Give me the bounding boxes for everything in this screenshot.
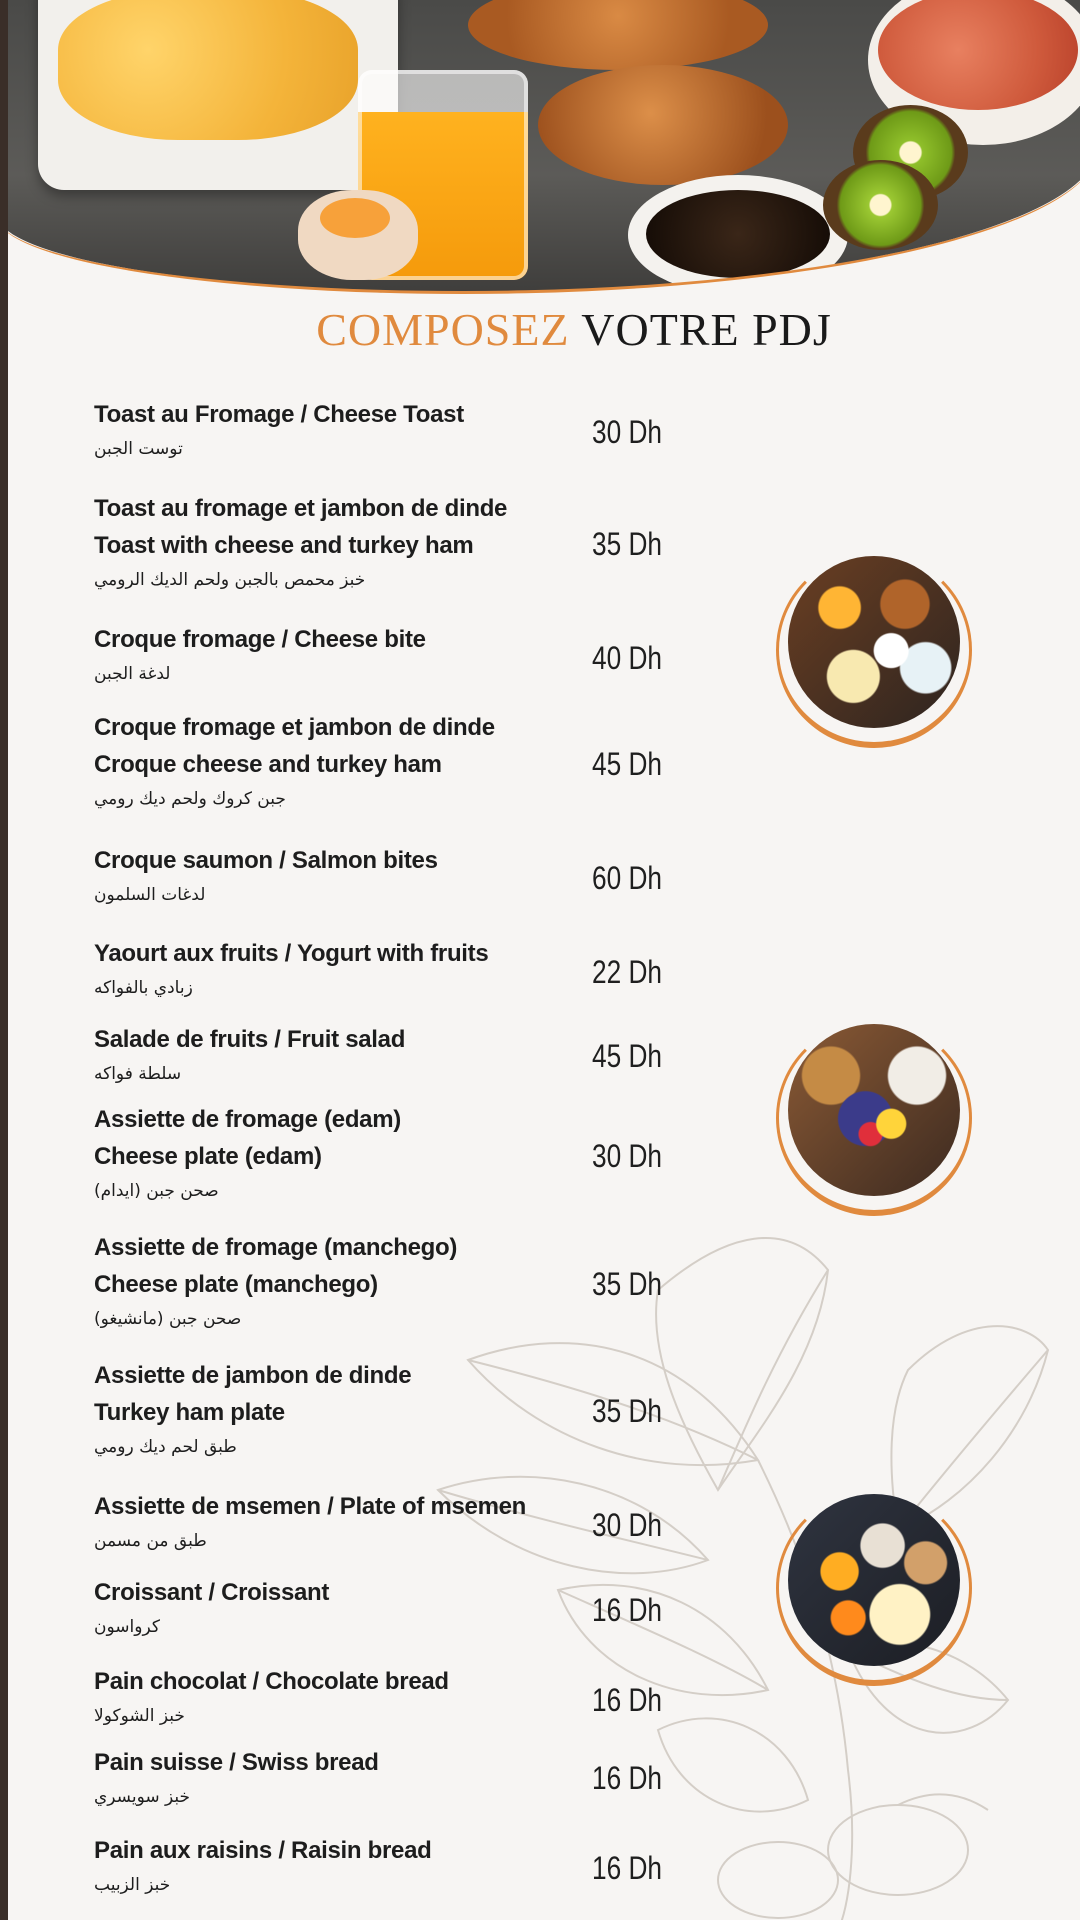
item-name-arabic: لدغات السلمون xyxy=(94,885,206,905)
item-name: Assiette de fromage (edam) xyxy=(94,1106,401,1133)
item-name: Toast au fromage et jambon de dinde xyxy=(94,495,508,522)
item-price: 40 Dh xyxy=(592,640,663,676)
item-name: Toast with cheese and turkey ham xyxy=(94,532,474,559)
item-name-arabic: كرواسون xyxy=(94,1617,160,1637)
item-name: Assiette de msemen / Plate of msemen xyxy=(94,1493,527,1520)
menu-page xyxy=(8,0,1080,1920)
breakfast-photo-circle xyxy=(776,1490,972,1686)
item-name: Toast au Fromage / Cheese Toast xyxy=(94,401,464,428)
title-rest: VOTRE PDJ xyxy=(581,304,832,355)
item-price: 16 Dh xyxy=(592,1682,663,1718)
item-name-arabic: خبز سويسري xyxy=(94,1787,191,1807)
item-price: 45 Dh xyxy=(592,1038,663,1074)
breakfast-photo-circle xyxy=(776,552,972,748)
item-name: Assiette de jambon de dinde xyxy=(94,1362,412,1389)
item-price: 16 Dh xyxy=(592,1850,663,1886)
item-price: 22 Dh xyxy=(592,954,663,990)
item-name: Croque saumon / Salmon bites xyxy=(94,847,438,874)
item-name: Pain suisse / Swiss bread xyxy=(94,1749,379,1776)
item-name: Turkey ham plate xyxy=(94,1399,285,1426)
item-name: Pain aux raisins / Raisin bread xyxy=(94,1837,432,1864)
item-price: 16 Dh xyxy=(592,1592,663,1628)
item-name: Croque fromage / Cheese bite xyxy=(94,626,426,653)
breakfast-spread-image xyxy=(788,1494,960,1666)
breakfast-table-image xyxy=(788,556,960,728)
item-name-arabic: لدغة الجبن xyxy=(94,664,171,684)
item-name: Assiette de fromage (manchego) xyxy=(94,1234,458,1261)
hero-orange-border xyxy=(8,8,1080,294)
fruit-bowl-image xyxy=(788,1024,960,1196)
item-price: 45 Dh xyxy=(592,746,663,782)
item-name: Yaourt aux fruits / Yogurt with fruits xyxy=(94,940,489,967)
page-title xyxy=(8,303,1080,356)
item-name: Salade de fruits / Fruit salad xyxy=(94,1026,406,1053)
item-name: Croque cheese and turkey ham xyxy=(94,751,442,778)
item-name-arabic: زبادي بالفواكه xyxy=(94,978,193,998)
item-name: Cheese plate (edam) xyxy=(94,1143,322,1170)
item-name-arabic: خبز الشوكولا xyxy=(94,1706,185,1726)
breakfast-photo-circle xyxy=(776,1020,972,1216)
item-price: 35 Dh xyxy=(592,1266,663,1302)
item-name-arabic: سلطة فواكه xyxy=(94,1064,182,1084)
item-price: 35 Dh xyxy=(592,526,663,562)
item-name-arabic: طبق من مسمن xyxy=(94,1531,207,1551)
item-name: Croque fromage et jambon de dinde xyxy=(94,714,495,741)
item-price: 30 Dh xyxy=(592,414,663,450)
item-name-arabic: خبز الزبيب xyxy=(94,1875,171,1895)
item-price: 35 Dh xyxy=(592,1393,663,1429)
item-name: Cheese plate (manchego) xyxy=(94,1271,378,1298)
title-accent: COMPOSEZ xyxy=(316,304,570,355)
item-name-arabic: توست الجبن xyxy=(94,439,183,459)
item-name-arabic: خبز محمص بالجبن ولحم الديك الرومي xyxy=(94,570,366,590)
item-name-arabic: صحن جبن (مانشيغو) xyxy=(94,1309,242,1329)
item-price: 30 Dh xyxy=(592,1507,663,1543)
item-price: 16 Dh xyxy=(592,1760,663,1796)
item-name-arabic: صحن جبن (ايدام) xyxy=(94,1181,219,1201)
item-price: 30 Dh xyxy=(592,1138,663,1174)
item-price: 60 Dh xyxy=(592,860,663,896)
item-name-arabic: طبق لحم ديك رومي xyxy=(94,1437,237,1457)
item-name-arabic: جبن كروك ولحم ديك رومي xyxy=(94,789,286,809)
item-name: Pain chocolat / Chocolate bread xyxy=(94,1668,449,1695)
item-name: Croissant / Croissant xyxy=(94,1579,330,1606)
